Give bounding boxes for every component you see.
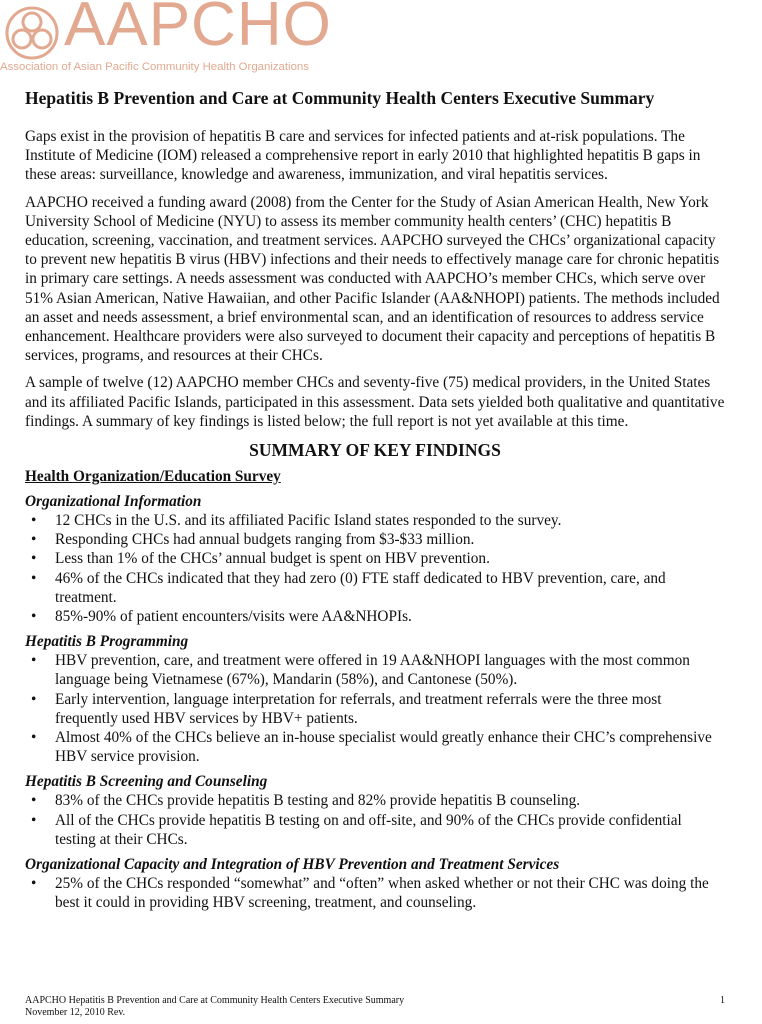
findings-list: [25, 874, 725, 912]
footer-date: November 12, 2010 Rev.: [25, 1007, 126, 1018]
list-item: • 83% of the CHCs provide hepatitis B testing and 82% provide hepatitis B counseling.: [31, 792, 581, 810]
list-item: • 46% of the CHCs indicated that they had zero (0) FTE staff dedicated to HBV prevention, care, and treatment.: [31, 569, 666, 606]
footer-title: AAPCHO Hepatitis B Prevention and Care at Community Health Centers Executive Summary: [25, 995, 405, 1006]
list-item: • Early intervention, language interpretation for referrals, and treatment referrals were the three most frequently used HBV services by HBV+ patients.: [31, 690, 662, 727]
section-organizational-capacity: [25, 855, 725, 912]
bullet-icon: •: [31, 875, 37, 893]
section-heading: Hepatitis B Screening and Counseling: [25, 773, 268, 791]
bullet-icon: •: [31, 729, 37, 747]
intro-paragraph-1: Gaps exist in the provision of hepatitis B care and services for infected patients and at-risk populations. The Institute of Medicine (IOM) released a comprehensive report in early 2010 that highlighted hepatitis B gaps in these areas: surveillance, knowledge and awareness, immunization, and viral hepatitis services.: [25, 128, 701, 184]
aapcho-logo: [0, 0, 330, 78]
section-hepatitis-b-programming: [25, 632, 725, 766]
section-heading: Organizational Information: [25, 493, 202, 511]
bullet-icon: •: [31, 531, 37, 549]
findings-list: [25, 511, 725, 626]
bullet-icon: •: [31, 811, 37, 829]
section-heading: Hepatitis B Programming: [25, 633, 189, 651]
document-body: [25, 88, 725, 913]
section-screening-counseling: [25, 772, 725, 849]
list-item: • 12 CHCs in the U.S. and its affiliated Pacific Island states responded to the survey.: [31, 512, 562, 530]
survey-heading: Health Organization/Education Survey: [25, 468, 281, 486]
bullet-icon: •: [31, 792, 37, 810]
findings-list: [25, 651, 725, 766]
list-item: • Less than 1% of the CHCs’ annual budget is spent on HBV prevention.: [31, 550, 490, 568]
bullet-icon: •: [31, 512, 37, 530]
logo-mark-icon: [2, 4, 62, 62]
intro-paragraph-2: AAPCHO received a funding award (2008) from the Center for the Study of Asian American Health, New York University School of Medicine (NYU) to assess its member community health centers’ (CHC) hepatitis B education, screening, vaccination, and treatment services. AAPCHO surveyed the CHCs’ organizational capacity to prevent new hepatitis B virus (HBV) infections and their needs to effectively manage care for chronic hepatitis in primary care settings. A needs assessment was conducted with AAPCHO’s member CHCs, which serve over 51% Asian American, Native Hawaiian, and other Pacific Islander (AA&NHOPI) patients. The methods included an asset and needs assessment, a brief environmental scan, and an identification of resources to address service enhancement. Healthcare providers were also surveyed to document their capacity and perceptions of hepatitis B services, programs, and resources at their CHCs.: [25, 193, 720, 365]
section-organizational-information: [25, 492, 725, 626]
list-item: • HBV prevention, care, and treatment were offered in 19 AA&NHOPI languages with the most common language being Vietnamese (67%), Mandarin (58%), and Cantonese (50%).: [31, 652, 690, 689]
page-number: 1: [720, 995, 725, 1006]
list-item: • Almost 40% of the CHCs believe an in-house specialist would greatly enhance their CHC’s comprehensive HBV service provision.: [31, 729, 712, 766]
findings-list: [25, 791, 725, 849]
document-title: Hepatitis B Prevention and Care at Community Health Centers Executive Summary: [25, 88, 655, 108]
logo-wordmark: AAPCHO: [64, 0, 332, 59]
list-item: • All of the CHCs provide hepatitis B testing on and off-site, and 90% of the CHCs provide confidential testing at their CHCs.: [31, 811, 682, 848]
page-footer: [25, 995, 725, 1019]
bullet-icon: •: [31, 569, 37, 587]
bullet-icon: •: [31, 550, 37, 568]
bullet-icon: •: [31, 652, 37, 670]
list-item: • Responding CHCs had annual budgets ranging from $3-$33 million.: [31, 531, 475, 549]
bullet-icon: •: [31, 690, 37, 708]
list-item: • 25% of the CHCs responded “somewhat” and “often” when asked whether or not their CHC was doing the best it could in providing HBV screening, treatment, and counseling.: [31, 875, 709, 912]
section-heading: Organizational Capacity and Integration of HBV Prevention and Treatment Services: [25, 856, 560, 874]
list-item: • 85%-90% of patient encounters/visits were AA&NHOPIs.: [31, 608, 412, 626]
intro-paragraph-3: A sample of twelve (12) AAPCHO member CHCs and seventy-five (75) medical providers, in the United States and its affiliated Pacific Islands, participated in this assessment. Data sets yielded both qualitative and quantitative findings. A summary of key findings is listed below; the full report is not yet available at this time.: [25, 374, 725, 430]
logo-subtitle: Association of Asian Pacific Community Health Organizations: [0, 61, 309, 73]
bullet-icon: •: [31, 608, 37, 626]
summary-heading: SUMMARY OF KEY FINDINGS: [249, 440, 501, 461]
